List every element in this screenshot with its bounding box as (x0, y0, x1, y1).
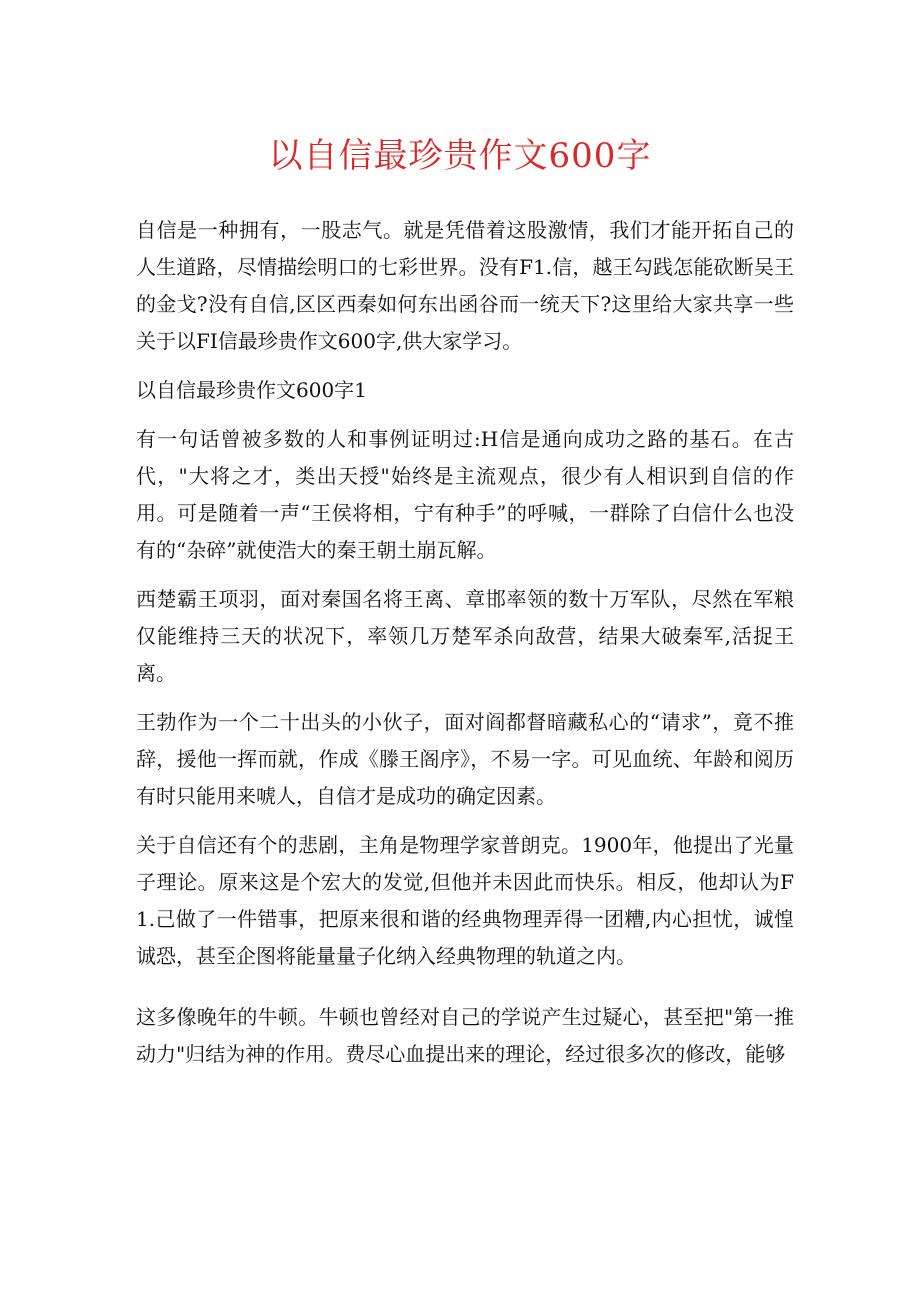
body-paragraph: 关于自信还有个的悲剧，主角是物理学家普朗克。1900年，他提出了光量子理论。原来这是个宏大的发觉,但他并未因此而快乐。相反，他却认为F1.己做了一件错事，把原来很和谐的经典物理弄得一团糟,内心担忧，诚惶诚恐，甚至企图将能量量子化纳入经典物理的轨道之内。 (136, 833, 794, 968)
intro-paragraph: 自信是一种拥有，一股志气。就是凭借着这股激情，我们才能开拓自己的人生道路，尽情描绘明口的七彩世界。没有F1.信，越王勾践怎能砍断吴王的金戈?没有自信,区区西秦如何东出函谷而一统天下?这里给大家共享一些关于以FI信最珍贵作文600字,供大家学习。 (136, 218, 794, 353)
body-paragraph: 这多像晚年的牛顿。牛顿也曾经对自己的学说产生过疑心，甚至把"第一推动力"归结为神的作用。费尽心血提出来的理论，经过很多次的修改，能够 (136, 1005, 794, 1066)
document-body (136, 212, 794, 1085)
document-title: 以自信最珍贵作文600字 (268, 136, 652, 176)
body-paragraph: 西楚霸王项羽，面对秦国名将王离、章邯率领的数十万军队，尽然在军粮仅能维持三天的状况下，率领几万楚军杀向敌营，结果大破秦军,活捉王离。 (136, 587, 794, 685)
body-paragraph: 王勃作为一个二十出头的小伙子，面对阎都督暗藏私心的“请求”，竟不推辞，援他一挥而就，作成《滕王阁序》，不易一字。可见血统、年龄和阅历有时只能用来唬人，自信才是成功的确定因素。 (136, 710, 794, 808)
body-paragraph: 有一句话曾被多数的人和事例证明过:H信是通向成功之路的基石。在古代，"大将之才，类出天授"始终是主流观点，很少有人相识到自信的作用。可是随着一声“王侯将相，宁有种手”的呼喊，一群除了白信什么也没有的“杂碎”就使浩大的秦王朝土崩瓦解。 (136, 427, 794, 562)
section-heading: 以自信最珍贵作文600字1 (136, 378, 367, 402)
